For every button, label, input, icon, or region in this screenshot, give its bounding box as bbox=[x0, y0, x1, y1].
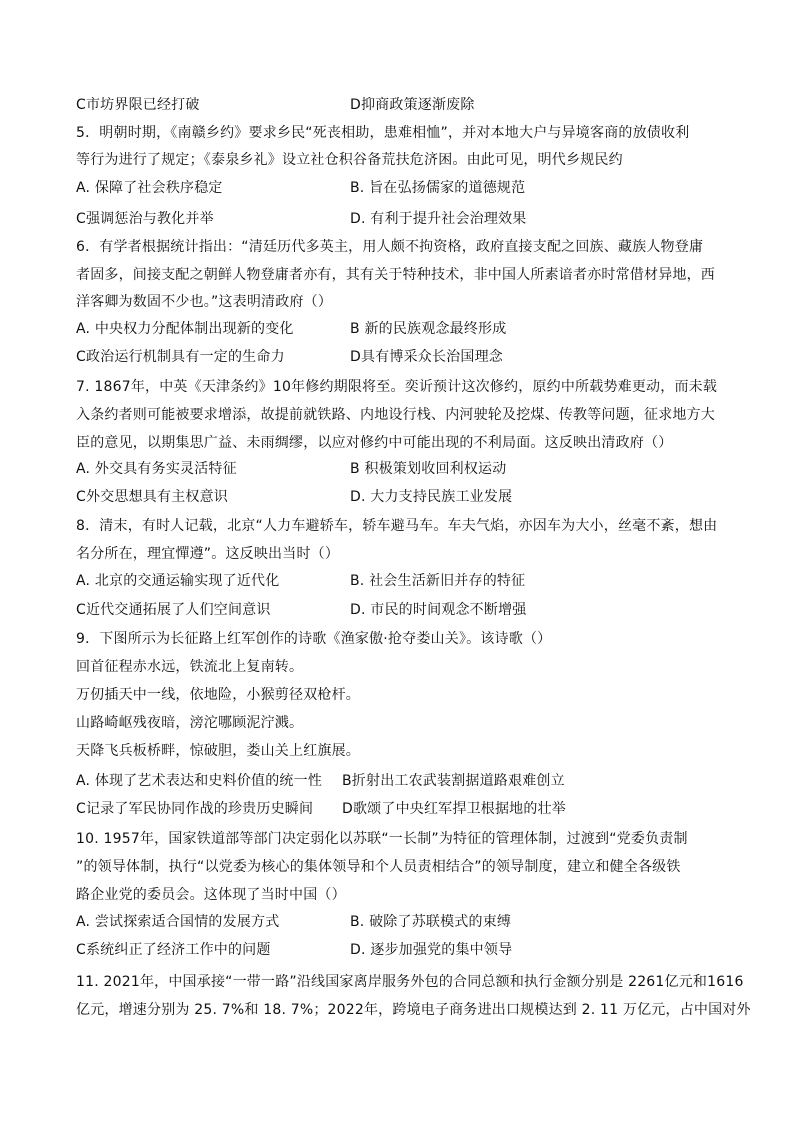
q5-option-a[interactable]: A. 保障了社会秩序稳定 bbox=[76, 180, 223, 196]
q11-stem-line-2: 亿元，增速分别为 25. 7%和 18. 7%；2022年，跨境电子商务进出口规模达到 2. 11 万亿元，占中国对外 bbox=[76, 1002, 751, 1018]
q10-option-b[interactable]: B. 破除了苏联模式的束缚 bbox=[350, 914, 512, 930]
q10-option-a[interactable]: A. 尝试探索适合国情的发展方式 bbox=[76, 914, 280, 930]
q7-option-a[interactable]: A. 外交具有务实灵活特征 bbox=[76, 461, 237, 477]
q10-option-c[interactable]: C系统纠正了经济工作中的问题 bbox=[76, 942, 271, 958]
q6-stem-line-3: 洋客卿为数固不少也。”这表明清政府（） bbox=[76, 294, 333, 310]
q6-stem-line-2: 者固多，间接支配之朝鲜人物登庸者亦有，其有关于特种技术，非中国人所素谙者亦时常借材异地，西 bbox=[76, 267, 715, 283]
q8-stem-line-2: 名分所在，理宜憚遵”。这反映出当时（） bbox=[76, 546, 340, 562]
q9-poem-line-1: 回首征程赤水远，铁流北上复南转。 bbox=[76, 659, 304, 675]
q4-option-d[interactable]: D抑商政策逐渐废除 bbox=[350, 97, 475, 113]
q5-option-c[interactable]: C强调惩治与教化并举 bbox=[76, 211, 214, 227]
q4-option-c[interactable]: C市坊界限已经打破 bbox=[76, 97, 200, 113]
q6-option-c[interactable]: C政治运行机制具有一定的生命力 bbox=[76, 349, 285, 365]
q8-option-c[interactable]: C近代交通拓展了人们空间意识 bbox=[76, 602, 271, 618]
q5-option-d[interactable]: D. 有利于提升社会治理效果 bbox=[350, 211, 527, 227]
q6-option-d[interactable]: D具有博采众长治国理念 bbox=[350, 349, 503, 365]
q9-option-b[interactable]: B折射出工农武装割据道路艰难创立 bbox=[342, 773, 565, 789]
q10-stem-line-2: ”的领导体制，执行“以党委为核心的集体领导和个人员责相结合”的领导制度，建立和健全各级铁 bbox=[76, 859, 681, 875]
q9-option-a[interactable]: A. 体现了艺术表达和史料价值的统一性 bbox=[76, 773, 323, 789]
q10-stem-line-1: 10. 1957年，国家铁道部等部门决定弱化以苏联“一长制”为特征的管理体制，过渡到“党委负责制 bbox=[76, 831, 688, 847]
q7-stem-line-2: 入条约者则可能被要求增添，故提前就铁路、内地设行栈、内河驶轮及挖煤、传教等问题，征求地方大 bbox=[76, 407, 715, 423]
q9-option-c[interactable]: C记录了军民协同作战的珍贵历史瞬间 bbox=[76, 801, 314, 817]
q8-stem-line-1: 8．清末，有时人记载，北京“人力车避轿车，轿车避马车。车夫气焰，亦因车为大小，丝毫不紊，想由 bbox=[76, 518, 718, 534]
q5-option-b[interactable]: B. 旨在弘扬儒家的道德规范 bbox=[350, 180, 526, 196]
q9-poem-line-2: 万仞插天中一线，依地险，小猴剪径双枪杆。 bbox=[76, 687, 360, 703]
q9-option-d[interactable]: D歌颂了中央红军捍卫根据地的壮举 bbox=[342, 801, 566, 817]
q8-option-d[interactable]: D. 市民的时间观念不断增强 bbox=[350, 602, 527, 618]
q6-option-b[interactable]: B 新的民族观念最终形成 bbox=[350, 321, 507, 337]
q6-stem-line-1: 6．有学者根据统计指出：“清廷历代多英主，用人颇不拘资格，政府直接支配之回族、藏族人物登庸 bbox=[76, 239, 704, 255]
q9-poem-line-4: 天降飞兵板桥畔，惊破胆，娄山关上红旗展。 bbox=[76, 743, 360, 759]
q5-stem-line-2: 等行为进行了规定；《泰泉乡礼》设立社仓积谷备荒扶危济困。由此可见，明代乡规民约 bbox=[76, 152, 623, 168]
q7-option-b[interactable]: B 积极策划收回利权运动 bbox=[350, 461, 507, 477]
q7-option-c[interactable]: C外交思想具有主权意识 bbox=[76, 489, 228, 505]
q7-option-d[interactable]: D. 大力支持民族工业发展 bbox=[350, 489, 513, 505]
q6-option-a[interactable]: A. 中央权力分配体制出现新的变化 bbox=[76, 321, 294, 337]
q9-stem-line-1: 9．下图所示为长征路上红军创作的诗歌《渔家傲·抢夺娄山关》。该诗歌（） bbox=[76, 631, 552, 647]
q9-poem-line-3: 山路崎岖残夜暗，滂沱哪顾泥泞溅。 bbox=[76, 715, 304, 731]
q8-option-b[interactable]: B. 社会生活新旧并存的特征 bbox=[350, 573, 526, 589]
q8-option-a[interactable]: A. 北京的交通运输实现了近代化 bbox=[76, 573, 280, 589]
q5-stem-line-1: 5．明朝时期，《南赣乡约》要求乡民“死丧相助，患难相恤”，并对本地大户与异境客商的放债收利 bbox=[76, 125, 690, 141]
q10-stem-line-3: 路企业党的委员会。这体现了当时中国（） bbox=[76, 887, 346, 903]
q7-stem-line-3: 臣的意见，以期集思广益、未雨绸缪，以应对修约中可能出现的不利局面。这反映出清政府（） bbox=[76, 435, 673, 451]
q10-option-d[interactable]: D. 逐步加强党的集中领导 bbox=[350, 942, 513, 958]
q11-stem-line-1: 11. 2021年，中国承接“一带一路”沿线国家离岸服务外包的合同总额和执行金额分别是 2261亿元和1616 bbox=[76, 974, 744, 990]
q7-stem-line-1: 7. 1867年，中英《天津条约》10年修约期限将至。奕䜣预计这次修约，原约中所载势难更动，而未载 bbox=[76, 379, 718, 395]
